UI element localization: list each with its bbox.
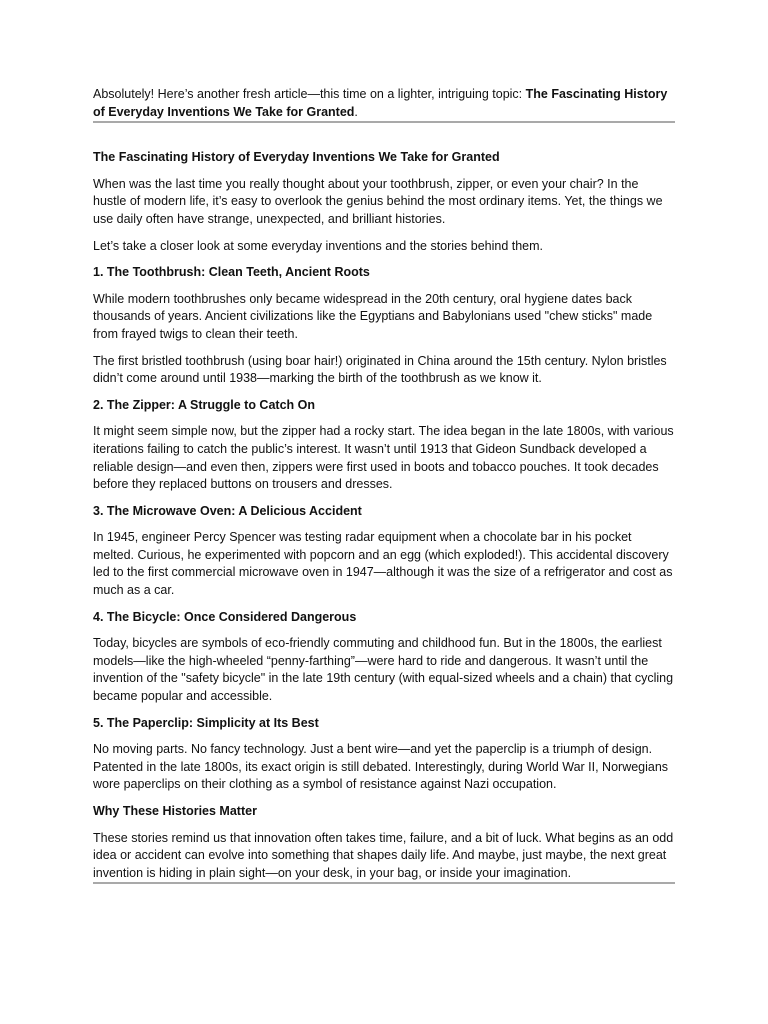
section-paragraph: The first bristled toothbrush (using boar hair!) originated in China around the 15th century. Nylon bristles didn’t come around until 1938—marking the birth of the toothbrush as we know it.	[93, 353, 667, 386]
document-page	[93, 86, 675, 884]
intro-lead: Absolutely! Here’s another fresh article—this time on a lighter, intriguing topic:	[93, 87, 526, 101]
article-title: The Fascinating History of Everyday Inventions We Take for Granted	[93, 150, 500, 165]
section-heading-toothbrush: 1. The Toothbrush: Clean Teeth, Ancient Roots	[93, 265, 370, 280]
section-heading-paperclip: 5. The Paperclip: Simplicity at Its Best	[93, 715, 319, 730]
section-heading-microwave: 3. The Microwave Oven: A Delicious Accident	[93, 503, 362, 518]
section-heading-bicycle: 4. The Bicycle: Once Considered Dangerous	[93, 609, 357, 624]
section-heading-why-matter: Why These Histories Matter	[93, 804, 257, 818]
section-heading-zipper: 2. The Zipper: A Struggle to Catch On	[93, 397, 315, 412]
bottom-divider	[93, 882, 675, 884]
intro-bold-title: The Fascinating History of Everyday Inventions We Take for Granted	[93, 87, 668, 119]
section-paragraph: These stories remind us that innovation often takes time, failure, and a bit of luck. What begins as an odd idea or accident can evolve into something that shapes daily life. And maybe, just maybe, the next great invention is hiding in plain sight—on your desk, in your bag, or inside your imagination.	[93, 830, 674, 880]
section-paragraph: It might seem simple now, but the zipper had a rocky start. The idea began in the late 1800s, with various iterations failing to catch the public’s interest. It wasn’t until 1913 that Gideon Sundback developed a reliable design—and even then, zippers were first used in boots and tobacco pouches. It took decades before they replaced buttons on trousers and dresses.	[93, 424, 674, 492]
intro-tail: .	[354, 104, 358, 119]
intro-paragraph: Let’s take a closer look at some everyday inventions and the stories behind them.	[93, 238, 544, 253]
intro-paragraph: When was the last time you really thought about your toothbrush, zipper, or even your chair? In the hustle of modern life, it’s easy to overlook the genius behind the most ordinary items. Yet, the things we use daily often have strange, unexpected, and brilliant histories.	[93, 176, 663, 226]
intro-line	[93, 86, 675, 121]
section-paragraph: While modern toothbrushes only became widespread in the 20th century, oral hygiene dates back thousands of years. Ancient civilizations like the Egyptians and Babylonians used "chew sticks" made from frayed twigs to clean their teeth.	[93, 291, 653, 341]
top-divider	[93, 121, 675, 123]
section-paragraph: No moving parts. No fancy technology. Just a bent wire—and yet the paperclip is a triumph of design. Patented in the late 1800s, its exact origin is still debated. Interestingly, during World War II, Norwegians wore paperclips on their clothing as a symbol of resistance against Nazi occupation.	[93, 742, 669, 792]
section-paragraph: Today, bicycles are symbols of eco-friendly commuting and childhood fun. But in the 1800s, the earliest models—like the high-wheeled “penny-farthing”—were hard to ride and dangerous. It wasn’t until the invention of the "safety bicycle" in the late 19th century (with equal-sized wheels and a chain) that cycling became popular and accessible.	[93, 636, 674, 704]
section-paragraph: In 1945, engineer Percy Spencer was testing radar equipment when a chocolate bar in his pocket melted. Curious, he experimented with popcorn and an egg (which exploded!). This accidental discovery led to the first commercial microwave oven in 1947—although it was the size of a refrigerator and cost as much as a car.	[93, 530, 673, 598]
